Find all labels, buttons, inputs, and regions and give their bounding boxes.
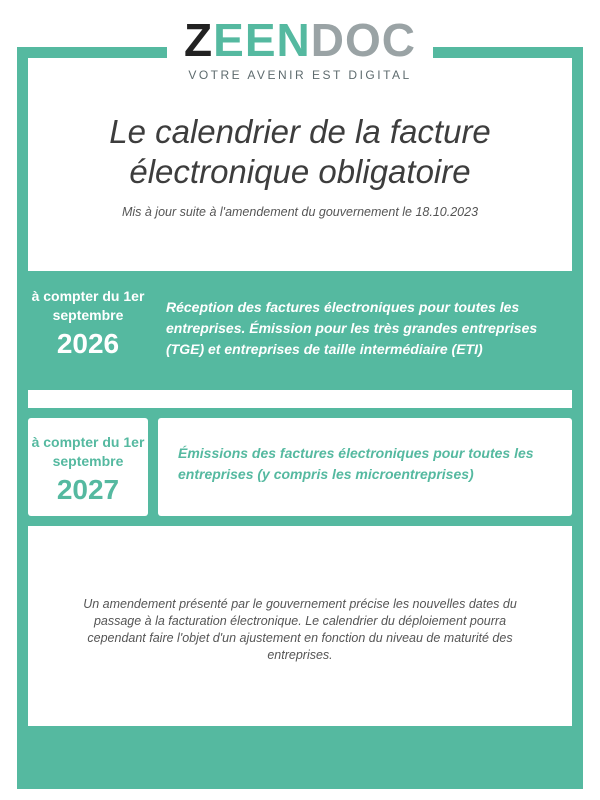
timeline-since-label: à compter du 1er septembre: [31, 434, 145, 469]
timeline-year: 2026: [56, 328, 120, 359]
logo-part-een: EEN: [213, 14, 311, 66]
logo-part-doc: DOC: [310, 14, 416, 66]
logo-part-z: Z: [184, 14, 214, 66]
timeline-since-label: à compter du 1er septembre: [31, 288, 145, 323]
footer-note-panel: [28, 526, 572, 726]
timeline-description-2027: [158, 418, 572, 516]
timeline-description-2026: [158, 272, 572, 380]
tagline: VOTRE AVENIR EST DIGITAL: [188, 68, 412, 82]
zeendoc-logo: [0, 14, 600, 66]
timeline-year: 2027: [56, 474, 120, 505]
timeline-date-2027: [28, 418, 148, 516]
footer-note: Un amendement présenté par le gouvernement précise les nouvelles dates du passage à la facturation électronique. Le calendrier du déploiement pourra cependant faire l'objet d'un ajustement en fonction du niveau de maturité des entreprises.: [83, 597, 517, 662]
page-title: Le calendrier de la facture électronique obligatoire: [109, 113, 491, 190]
timeline-description-text: Émissions des factures électroniques pour toutes les entreprises (y compris les microentreprises): [178, 445, 534, 482]
timeline-date-2026: [28, 272, 148, 380]
timeline-description-text: Réception des factures électroniques pour toutes les entreprises. Émission pour les très grandes entreprises (TGE) et entreprises de taille intermédiaire (ETI): [166, 299, 538, 357]
page-subtitle: Mis à jour suite à l'amendement du gouvernement le 18.10.2023: [121, 205, 479, 219]
separator: [28, 390, 572, 408]
